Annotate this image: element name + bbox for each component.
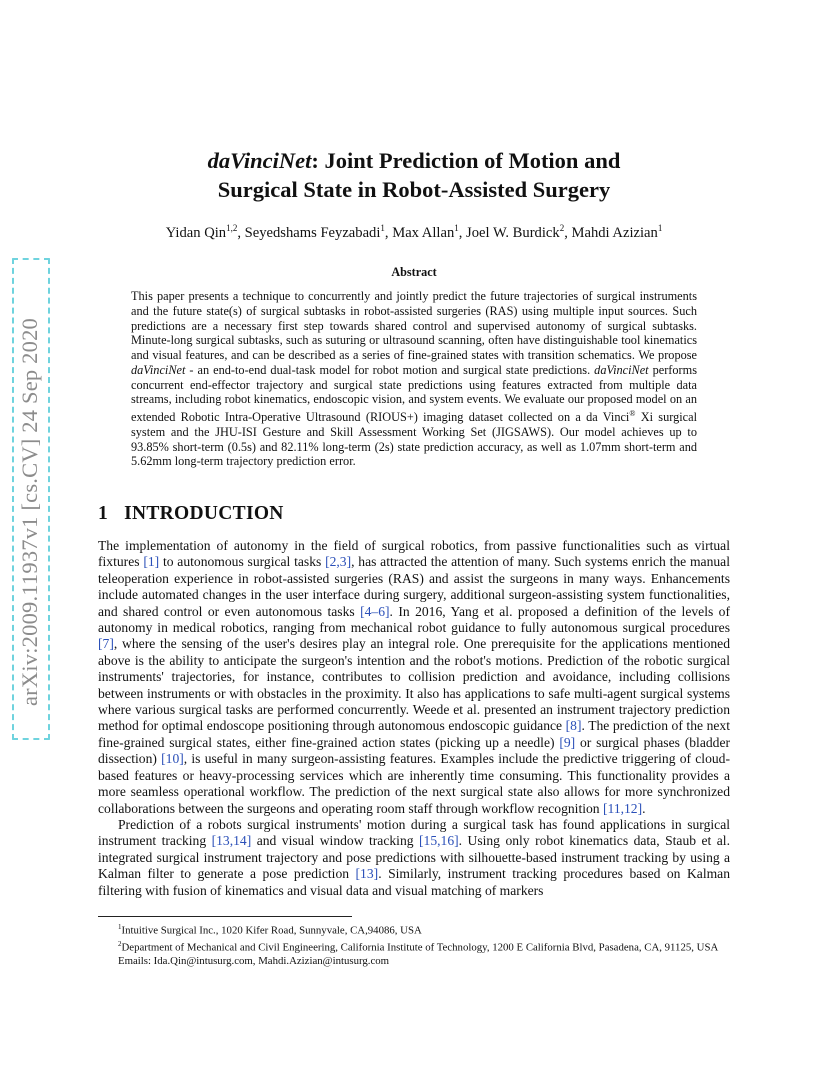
title-line1: : Joint Prediction of Motion and <box>311 148 621 173</box>
paragraph-text: , is useful in many surgeon-assisting features. Examples include the predictive triggering of cloud-based features or heavy-processing services which are inherently time consuming. This functionality provides a more seamless operational workflow. The prediction of the next surgical state also allows for more synchronized collaborations between the surgeons and operating room staff through workflow recognition <box>98 751 730 816</box>
paragraph-text: or surgical phases (bladder dissection) <box>98 734 731 767</box>
title-line2: Surgical State in Robot-Assisted Surgery <box>217 177 611 202</box>
paragraph-text: . The prediction of the next fine-grained surgical states, either fine-grained action states (picking up a needle) <box>98 718 730 750</box>
arxiv-identifier[interactable]: arXiv:2009.11937v1 [cs.CV] 24 Sep 2020 <box>17 318 42 706</box>
footnote <box>98 921 730 938</box>
author-affiliation: 2 <box>559 223 565 233</box>
author-affiliation: 1,2 <box>226 223 238 233</box>
author-affiliation: 1 <box>657 223 663 233</box>
abstract-heading: Abstract <box>391 265 437 279</box>
paragraph-text: The implementation of autonomy in the field of surgical robotics, from passive functionalities such as virtual fixtures <box>98 538 730 570</box>
citation-link[interactable]: [13,14] <box>211 833 252 849</box>
abstract-body <box>131 289 697 469</box>
footnote-rule <box>98 916 352 917</box>
citation-link[interactable]: [15,16] <box>419 833 459 849</box>
abstract-text-2: - an end-to-end dual-task model for robot motion and surgical state predictions. <box>185 362 595 377</box>
citation-link[interactable]: [7] <box>98 636 114 652</box>
footnote-text: Department of Mechanical and Civil Engineering, California Institute of Technology, 1200 E California Blvd, Pasadena, CA, 91125, USA <box>121 941 719 954</box>
author-list: Yidan Qin$^{1,2}$, Seyedshams Feyzabadi$^1$, Max Allan$^1$, Joel W. Burdick$^2$, Mahdi Azizian$^1$ <box>165 223 663 241</box>
citation-link[interactable]: [11,12] <box>603 800 643 816</box>
intro-paragraph <box>98 538 730 817</box>
citation-link[interactable]: [9] <box>559 734 576 750</box>
footnote-mark: 1 <box>118 923 122 931</box>
author-name: Yidan Qin <box>165 224 227 241</box>
introduction-body <box>98 538 730 899</box>
section-heading <box>98 503 284 525</box>
author-name: Seyedshams Feyzabadi <box>244 224 381 241</box>
footnote <box>98 938 730 955</box>
intro-paragraph <box>98 817 730 899</box>
citation-link[interactable]: [13] <box>355 866 379 882</box>
paragraph-text: . Using only robot kinematics data, Staub et al. integrated surgical instrument trajectory and pose predictions with silhouette-based instrument tracking by using a Kalman filter to generate a pose prediction <box>98 833 730 882</box>
registered-mark: ® <box>629 409 636 418</box>
abstract-text-1: This paper presents a technique to concurrently and jointly predict the future trajectories of surgical instruments and the future state(s) of surgical subtasks in robot-assisted surgeries (RAS) using multiple input sources. Such predictions are a necessary first step towards shared control and supervised autonomy of surgical subtasks. Minute-long surgical subtasks, such as suturing or ultrasound scanning, often have distinguishable tool kinematics and visual features, and can be described as a series of fine-grained states with transition schematics. We propose <box>131 289 697 362</box>
paragraph-text: . <box>642 800 646 816</box>
paragraph-text: , has attracted the attention of many. Such systems enrich the manual teleoperation experience in robot-assisted surgeries (RAS) and assist the surgeons in many ways. Enhancements include automated changes in the user interface during surgery, additional surgeon-assisting system functionalities, and shared control or even autonomous tasks <box>98 554 730 619</box>
abstract-text-3: performs concurrent end-effector trajectory and surgical state predictions using features extracted from multiple data streams, including robot kinematics, endoscopic vision, and system events. We evaluate our proposed model on an extended Robotic Intra-Operative Ultrasound (RIOUS+) imaging dataset collected on a da Vinci <box>131 362 697 425</box>
author-affiliation: 1 <box>454 223 459 233</box>
footnotes <box>98 921 730 968</box>
abstract-model-name: daVinciNet <box>131 362 186 377</box>
paragraph-text: and visual window tracking <box>251 833 419 849</box>
title-model-name: daVinciNet <box>207 148 312 173</box>
abstract-model-name: daVinciNet <box>594 362 649 377</box>
paragraph-text: . In 2016, Yang et al. proposed a definition of the levels of autonomy in medical robotics, ranging from mechanical robot guidance to fully autonomous surgical procedures <box>98 603 730 636</box>
citation-link[interactable]: [2,3] <box>325 554 352 570</box>
citation-link[interactable]: [8] <box>565 718 582 734</box>
footnote-mark: 2 <box>118 939 122 948</box>
footnote-text: Emails: Ida.Qin@intusurg.com, Mahdi.Azizian@intusurg.com <box>118 954 390 967</box>
footnote <box>98 955 730 968</box>
paragraph-text: . Similarly, instrument tracking procedures based on Kalman filtering with fusion of kinematics and visual data and visual matching of markers <box>98 866 730 898</box>
citation-link[interactable]: [4–6] <box>360 603 390 619</box>
paragraph-text: Prediction of a robots surgical instruments' motion during a surgical task has found applications in surgical instrument tracking <box>98 816 730 849</box>
section-number: 1 <box>98 503 109 524</box>
author-affiliation: 1 <box>380 223 385 233</box>
author-name: Mahdi Azizian <box>571 224 658 241</box>
citation-link[interactable]: [1] <box>143 554 160 570</box>
footnote-text: Intuitive Surgical Inc., 1020 Kifer Road, Sunnyvale, CA,94086, USA <box>121 924 422 937</box>
paper-title <box>98 146 730 204</box>
section-title: INTRODUCTION <box>124 503 284 524</box>
author-name: Max Allan <box>392 224 455 241</box>
paragraph-text: to autonomous surgical tasks <box>159 554 326 570</box>
abstract-text-4: Xi surgical system and the JHU-ISI Gesture and Skill Assessment Working Set (JIGSAWS). Our model achieves up to 93.85% short-term (0.5s) and 82.11% long-term (2s) state prediction accuracy, as well as 1.07mm short-term and 5.62mm long-term trajectory prediction error. <box>131 410 697 469</box>
author-name: Joel W. Burdick <box>466 224 560 241</box>
citation-link[interactable]: [10] <box>161 751 184 767</box>
paragraph-text: , where the sensing of the user's desires play an integral role. One prerequisite for the applications mentioned above is the ability to anticipate the surgeon's intention and the robot's motions. Prediction of the robotic surgical instruments' trajectories, for instance, contributes to collision prediction and avoidance, including collisions between instruments or with obstacles in the proximity. It also has applications to safe multi-agent surgical systems where various surgical tasks are performed concurrently. Weede et al. presented an instrument trajectory prediction method for optimal endoscope positioning through autonomous endoscopic guidance <box>98 636 730 734</box>
